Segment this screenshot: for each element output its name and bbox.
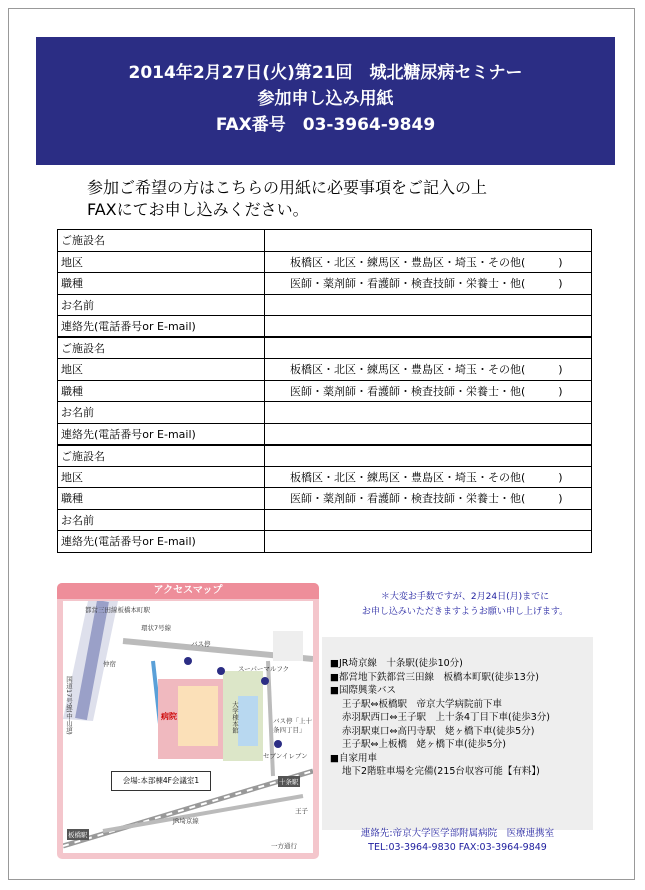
form-field-facility[interactable] (265, 230, 592, 252)
form-options-area: 板橋区・北区・練馬区・豊島区・埼玉・その他( ) (290, 470, 563, 484)
map-label-jr: JR埼京線 (173, 817, 199, 825)
form-field-name[interactable] (265, 509, 592, 531)
form-label-facility: ご施設名 (58, 445, 265, 467)
venue-box: 会場:本部棟4F会議室1 (111, 771, 211, 791)
map-label-busstop: バス停「上十条四丁目」 (273, 717, 312, 734)
form-row (58, 445, 592, 467)
access-line: ■都営地下鉄都営三田線 板橋本町駅(徒歩13分) (330, 671, 539, 683)
map-label-seven: セブンイレブン (263, 752, 308, 760)
form-options-area: 板橋区・北区・練馬区・豊島区・埼玉・その他( ) (290, 255, 563, 269)
map-label-super: スーパーマルフク (238, 665, 290, 673)
contact-line-2: TEL:03-3964-9830 FAX:03-3964-9849 (368, 842, 547, 853)
form-row (58, 380, 592, 402)
access-line: 王子駅⇔上板橋 姥ヶ橋下車(徒歩5分) (342, 739, 506, 750)
map-title: アクセスマップ (57, 583, 319, 599)
form-label-facility: ご施設名 (58, 337, 265, 359)
form-options-job: 医師・薬剤師・看護師・検査技師・栄養士・他( ) (290, 277, 563, 291)
form-field-area[interactable] (265, 251, 592, 273)
access-line: ■自家用車 (330, 752, 377, 764)
map-label-hospital: 病院 (161, 712, 177, 721)
form-row (58, 531, 592, 553)
form-label-job: 職種 (58, 380, 265, 402)
contact-line-1: 連絡先:帝京大学医学部附属病院 医療連携室 (360, 828, 555, 839)
form-row (58, 359, 592, 381)
access-map (57, 583, 319, 859)
form-label-contact: 連絡先(電話番号or E-mail) (58, 531, 265, 553)
form-label-contact: 連絡先(電話番号or E-mail) (58, 316, 265, 338)
form-row (58, 316, 592, 338)
form-field-facility[interactable] (265, 445, 592, 467)
note-line-2: お申し込みいただきますようお願い申し上げます。 (361, 607, 569, 617)
intro-line-1: 参加ご希望の方はこちらの用紙に必要事項をご記入の上 (87, 178, 488, 197)
map-area (63, 601, 313, 853)
form-label-job: 職種 (58, 488, 265, 510)
form-label-name: お名前 (58, 402, 265, 424)
intro-line-2: FAXにてお申し込みください。 (87, 200, 309, 219)
map-label-bus: バス停 (191, 640, 211, 648)
access-line: 王子駅⇔板橋駅 帝京大学病院前下車 (342, 698, 502, 710)
access-line: 赤羽駅西口⇔王子駅 上十条4丁目下車(徒歩3分) (342, 712, 550, 723)
header-title: 2014年2月27日(火)第21回 城北糖尿病セミナー (128, 63, 523, 83)
map-label-univ: 大学棟本館 (231, 701, 239, 734)
form-row (58, 294, 592, 316)
form-field-area[interactable] (265, 466, 592, 488)
map-label-jujo: 十条駅 (279, 778, 299, 786)
access-line: ■国際興業バス (330, 685, 396, 696)
form-label-name: お名前 (58, 509, 265, 531)
map-label-route17: 国道17号線(中山道) (65, 676, 73, 735)
form-field-contact[interactable] (265, 531, 592, 553)
form-label-area: 地区 (58, 466, 265, 488)
form-row (58, 337, 592, 359)
registration-form (57, 229, 592, 553)
access-info (322, 637, 593, 830)
form-field-name[interactable] (265, 402, 592, 424)
form-field-facility[interactable] (265, 337, 592, 359)
form-label-contact: 連絡先(電話番号or E-mail) (58, 423, 265, 445)
form-label-facility: ご施設名 (58, 230, 265, 252)
header-subtitle: 参加申し込み用紙 (257, 89, 394, 109)
access-line: 地下2階駐車場を完備(215台収容可能【有料】) (342, 766, 540, 777)
access-line: 赤羽駅東口⇔高円寺駅 姥ヶ橋下車(徒歩5分) (342, 725, 535, 737)
form-row (58, 466, 592, 488)
form-row (58, 509, 592, 531)
form-field-job[interactable] (265, 273, 592, 295)
form-row (58, 402, 592, 424)
form-field-job[interactable] (265, 488, 592, 510)
form-label-name: お名前 (58, 294, 265, 316)
note-line-1: ＊大変お手数ですが、2月24日(月)までに (380, 592, 550, 602)
map-label-itabashi: 板橋駅 (68, 831, 88, 839)
map-label-nakajuku: 仲宿 (103, 660, 116, 668)
form-row (58, 230, 592, 252)
form-row (58, 423, 592, 445)
map-label-road: 環状7号線 (141, 624, 172, 632)
form-field-name[interactable] (265, 294, 592, 316)
form-options-area: 板橋区・北区・練馬区・豊島区・埼玉・その他( ) (290, 363, 563, 377)
form-field-contact[interactable] (265, 316, 592, 338)
contact-info (322, 827, 593, 855)
page-header (36, 37, 615, 165)
form-field-contact[interactable] (265, 423, 592, 445)
map-label-station: 都営三田線板橋本町駅 (85, 606, 150, 614)
form-row (58, 273, 592, 295)
map-label-oneway: 一方通行 (271, 842, 297, 850)
form-label-job: 職種 (58, 273, 265, 295)
header-fax: FAX番号 03-3964-9849 (215, 115, 436, 135)
form-label-area: 地区 (58, 359, 265, 381)
intro-text (87, 177, 487, 221)
form-options-job: 医師・薬剤師・看護師・検査技師・栄養士・他( ) (290, 384, 563, 398)
form-row (58, 488, 592, 510)
deadline-note (335, 590, 595, 620)
form-row (58, 251, 592, 273)
form-field-area[interactable] (265, 359, 592, 381)
access-line: ■JR埼京線 十条駅(徒歩10分) (330, 658, 463, 669)
form-options-job: 医師・薬剤師・看護師・検査技師・栄養士・他( ) (290, 492, 563, 506)
form-label-area: 地区 (58, 251, 265, 273)
map-label-oji: 王子 (295, 807, 308, 815)
form-field-job[interactable] (265, 380, 592, 402)
